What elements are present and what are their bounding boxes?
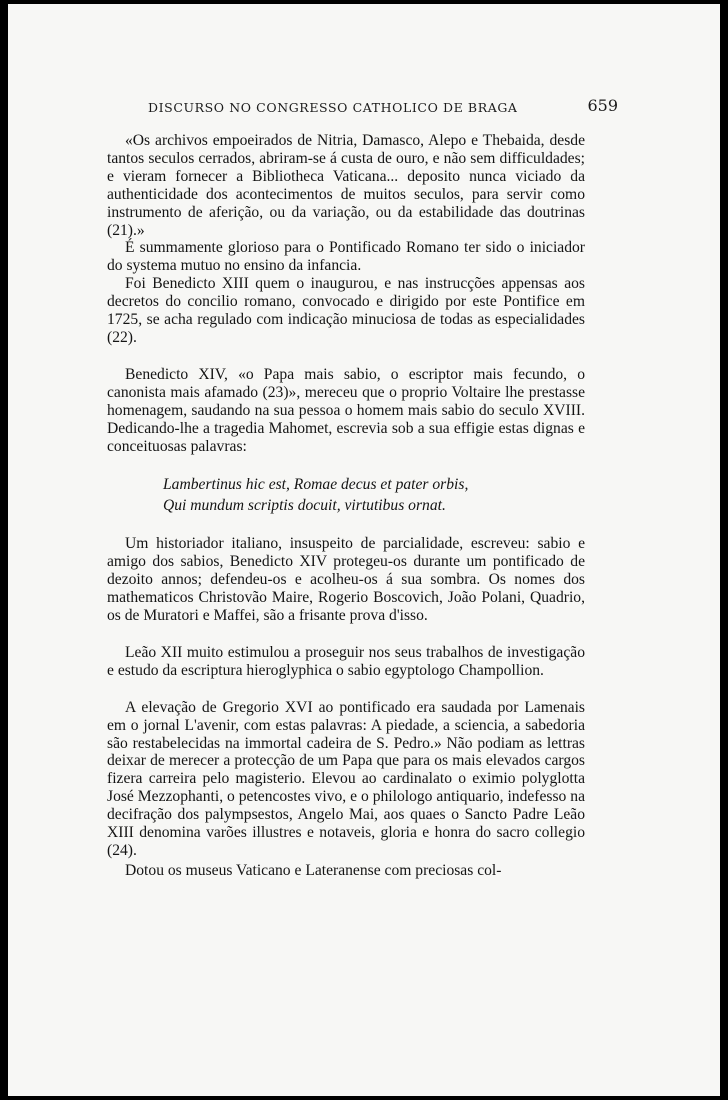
paragraph: Benedicto XIV, «o Papa mais sabio, o escriptor mais fecundo, o canonista mais afamado (23)», mereceu que o proprio Voltaire lhe prestasse homenagem, saudando na sua pessoa o homem mais sabio do seculo XVIII. Dedicando-lhe a tragedia Mahomet, escrevia sob a sua effigie estas dignas e conceituosas palavras: <box>107 365 585 455</box>
latin-verse <box>163 474 585 516</box>
book-page <box>8 4 720 1096</box>
verse-line: Lambertinus hic est, Romae decus et pater orbis, <box>163 476 469 494</box>
running-head: DISCURSO NO CONGRESSO CATHOLICO DE BRAGA <box>148 100 518 115</box>
paragraph: É summamente glorioso para o Pontificado Romano ter sido o iniciador do systema mutuo no ensino da infancia. <box>107 239 585 275</box>
paragraph: Um historiador italiano, insuspeito de parcialidade, escreveu: sabio e amigo dos sabios, Benedicto XIV protegeu-os durante um pontificado de dezoito annos; defendeu-os e acolheu-os á sua sombra. Os nomes dos mathematicos Christovão Maire, Rogerio Boscovich, João Polani, Quadrio, os de Muratori e Maffei, são a frisante prova d'isso. <box>107 535 585 625</box>
paragraph: Foi Benedicto XIII quem o inaugurou, e nas instrucções appensas aos decretos do concilio romano, convocado e dirigido por este Pontifice em 1725, se acha regulado com indicação minuciosa de todas as especialidades (22). <box>107 275 585 346</box>
paragraph: Leão XII muito estimulou a proseguir nos seus trabalhos de investigação e estudo da escriptura hieroglyphica o sabio egyptologo Champollion. <box>107 643 585 679</box>
page-number: 659 <box>587 96 618 115</box>
paragraph: Dotou os museus Vaticano e Lateranense com preciosas col- <box>125 861 502 879</box>
paragraph: «Os archivos empoeirados de Nitria, Damasco, Alepo e Thebaida, desde tantos seculos cerrados, abriram-se á custa de ouro, e não sem difficuldades; e vieram fornecer a Bibliotheca Vaticana... deposito nunca viciado da authenticidade dos acontecimentos de muitos seculos, para servir como instrumento de aferição, ou da variação, ou da estabilidade das doutrinas (21).» <box>107 132 585 239</box>
verse-line: Qui mundum scriptis docuit, virtutibus ornat. <box>163 497 446 515</box>
page-body <box>107 132 585 880</box>
page-header <box>148 96 618 118</box>
paragraph: A elevação de Gregorio XVI ao pontificado era saudada por Lamenais em o jornal L'avenir, com estas palavras: A piedade, a sciencia, a sabedoria são restabelecidas na immortal cadeira de S. Pedro.» Não podiam as lettras deixar de merecer a protecção de um Papa que para os mais elevados cargos fizera carreira pelo magisterio. Elevou ao cardinalato o eximio polyglotta José Mezzophanti, o petencostes vivo, e o philologo antiquario, indefesso na decifração dos palympsestos, Angelo Mai, aos quaes o Sancto Padre Leão XIII denomina varões illustres e notaveis, gloria e honra do sacro collegio (24). <box>107 698 585 859</box>
